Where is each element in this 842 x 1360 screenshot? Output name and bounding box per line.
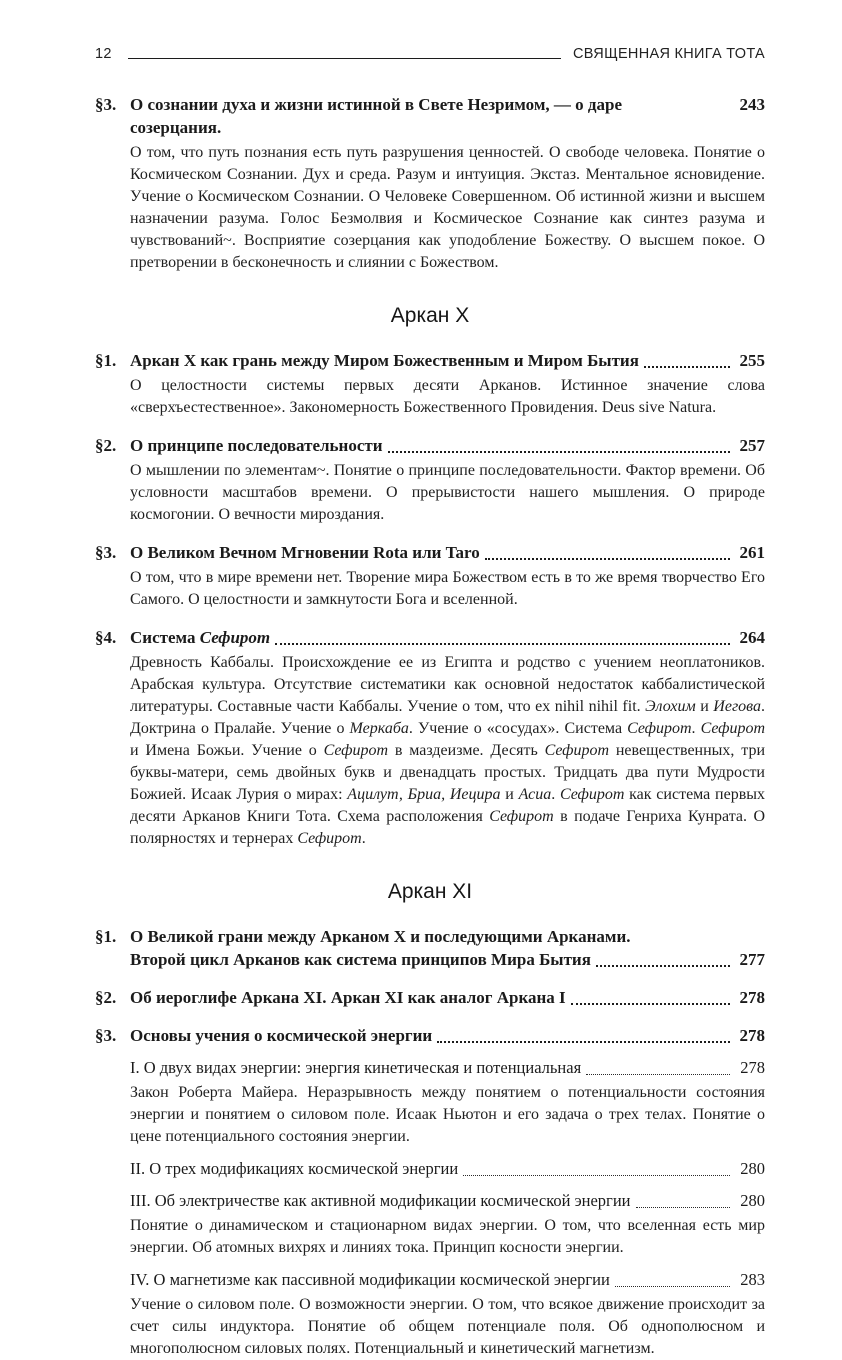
toc-subentry-page-number: 283 (740, 1270, 765, 1289)
toc-subentry-row (130, 1268, 765, 1291)
toc-entry-row (95, 349, 765, 372)
toc-subentry-page-number: 280 (740, 1159, 765, 1178)
toc-entry-title: О принципе последовательности (130, 436, 383, 455)
toc-subentry-description: Понятие о динамическом и стационарном видах энергии. О том, что вселенная есть мир энергии. Об атомных вихрях и линиях тока. Принцип косности энергии. (130, 1217, 765, 1256)
toc-entry-label: §2. (95, 436, 117, 455)
toc-entry-page-number: 255 (739, 351, 765, 370)
toc-entry (95, 1024, 765, 1047)
toc-entry (95, 986, 765, 1009)
toc-entry (95, 93, 765, 274)
toc-entry-description: О мышлении по элементам~. Понятие о принципе последовательности. Фактор времени. Об условности масштабов времени. О прерывистости нашего мышления. О природе космогонии. О вечности мироздания. (130, 462, 765, 523)
toc-entry-label: §3. (95, 95, 117, 114)
toc-entry-row (95, 986, 765, 1009)
toc-entry-page-number: 278 (739, 1026, 765, 1045)
toc-subentry-row (130, 1157, 765, 1180)
toc-entry-title: Об иероглифе Аркана XI. Аркан XI как аналог Аркана I (130, 988, 566, 1007)
toc-entry-label: §3. (95, 1026, 117, 1045)
running-head (95, 46, 765, 62)
toc-entry-row (95, 93, 765, 139)
toc-entry-row (95, 1024, 765, 1047)
toc-entry-label: §4. (95, 628, 117, 647)
toc-entry-title: О Великом Вечном Мгновении Rota или Taro (130, 543, 480, 562)
dotted-leader (636, 1207, 731, 1208)
running-head-rule (128, 57, 561, 59)
dotted-leader (463, 1175, 730, 1176)
toc-entry-label: §3. (95, 543, 117, 562)
toc-entry-row (95, 948, 765, 971)
toc-entry-page-number: 243 (739, 95, 765, 114)
toc-entry-row (95, 626, 765, 649)
toc-subentry-description: Закон Роберта Майера. Неразрывность между понятием о потенциальности состояния энергии и понятием о силовом поле. Исаак Ньютон и его задача о трех телах. Понятие о цене потенциального состояния энергии. (130, 1084, 765, 1145)
toc-subentry-row (130, 1056, 765, 1079)
toc-entry-page-number: 261 (739, 543, 765, 562)
dotted-leader (437, 1041, 730, 1043)
toc-entry (95, 349, 765, 419)
dotted-leader (586, 1074, 730, 1075)
toc-subentry-title: IV. О магнетизме как пассивной модификации космической энергии (130, 1270, 610, 1289)
toc-entry-row (95, 541, 765, 564)
dotted-leader (615, 1286, 730, 1287)
dotted-leader (596, 965, 730, 967)
toc-subentry (130, 1268, 765, 1360)
toc-subentry-title: II. О трех модификациях космической энергии (130, 1159, 459, 1178)
toc-entry-page-number: 257 (739, 436, 765, 455)
dotted-leader (644, 366, 730, 368)
toc-entry (95, 925, 765, 971)
toc-entry-description: О том, что в мире времени нет. Творение мира Божеством есть в то же время творчество Его Самого. О целостности и замкнутости Бога и вселенной. (130, 569, 765, 608)
toc-entry (95, 541, 765, 611)
toc-entry-page-number: 277 (739, 950, 765, 969)
toc-entry-description: О целостности системы первых десяти Арканов. Истинное значение слова «сверхъестественное». Закономерность Божественного Провидения. Deus sive Natura. (130, 377, 765, 416)
toc-entry (95, 626, 765, 850)
toc-entry-label: §2. (95, 988, 117, 1007)
arcana-heading: Аркан X (390, 304, 470, 327)
arcana-heading: Аркан XI (387, 880, 473, 903)
toc-entry-title: Аркан X как грань между Миром Божественным и Миром Бытия (130, 351, 639, 370)
toc-entry-page-number: 278 (739, 988, 765, 1007)
toc-entry-description: О том, что путь познания есть путь разрушения ценностей. О свободе человека. Понятие о Космическом Сознании. Дух и среда. Разум и интуиция. Экстаз. Ментальное ясновидение. Учение о Космическом Сознании. О Человеке Совершенном. Об истинной жизни и высшем назначении разума. Голос Безмолвия и Космическое Сознание как синтез разума и чувствований~. Восприятие созерцания как уподобление Божеству. О высшем покое. О претворении в бесконечность и слиянии с Божеством. (130, 144, 765, 271)
toc-entry-title-line1: О Великой грани между Арканом X и последующими Арканами. (130, 927, 631, 946)
toc-subentry-title: I. О двух видах энергии: энергия кинетическая и потенциальная (130, 1058, 582, 1077)
toc-subentry-page-number: 278 (740, 1058, 765, 1077)
toc-subentry-title: III. Об электричестве как активной модификации космической энергии (130, 1191, 631, 1210)
toc-subentry-page-number: 280 (740, 1191, 765, 1210)
toc-entry-description: Древность Каббалы. Происхождение ее из Египта и родство с учением неоплатоников. Арабская культура. Отсутствие систематики как основной недостаток каббалистической литературы. Составные части Каббалы. Учение о том, что ex nihil nihil fit. Элохим и Иегова. Доктрина о Пралайе. Учение о Меркаба. Учение о «сосудах». Система Сефирот. Сефирот и Имена Божьи. Учение о Сефирот в маздеизме. Десять Сефирот невещественных, три буквы-матери, семь двойных букв и двенадцать простых. Тридцать два пути Мудрости Божией. Исаак Лурия о мирах: Ацилут, Бриа, Иецира и Асиа. Сефирот как система первых десяти Арканов Книги Тота. Схема расположения Сефирот в подаче Генриха Кунрата. О полярностях и тернерах Сефирот. (130, 654, 766, 847)
dotted-leader (275, 643, 730, 645)
toc-entry-title: Основы учения о космической энергии (130, 1026, 433, 1045)
dotted-leader (485, 558, 730, 560)
running-title: СВЯЩЕННАЯ КНИГА ТОТА (573, 46, 765, 62)
toc-entry-pre-row (95, 925, 765, 948)
toc-subentry (130, 1157, 765, 1180)
toc-subentry-row (130, 1189, 765, 1212)
toc-entry-title: Система Сефирот (130, 628, 271, 647)
toc-subentry (130, 1056, 765, 1148)
page-number: 12 (95, 46, 112, 62)
toc-entry-page-number: 264 (739, 628, 765, 647)
toc-entry-label: §1. (95, 351, 117, 370)
table-of-contents (95, 93, 765, 1360)
toc-entry-row (95, 434, 765, 457)
toc-entry-title: Второй цикл Арканов как система принципов Мира Бытия (130, 950, 591, 969)
toc-entry-label: §1. (95, 927, 117, 946)
toc-entry (95, 434, 765, 526)
dotted-leader (571, 1003, 730, 1005)
toc-entry-title: О сознании духа и жизни истинной в Свете Незримом, — о даре созерцания. (130, 95, 623, 137)
toc-subentry-description: Учение о силовом поле. О возможности энергии. О том, что всякое движение происходит за счет силы индуктора. Понятие об общем потенциале поля. Об однополюсном и многополюсном силовых полях. Потенциальный и кинетический магнетизм. (130, 1296, 765, 1357)
dotted-leader (388, 451, 730, 453)
